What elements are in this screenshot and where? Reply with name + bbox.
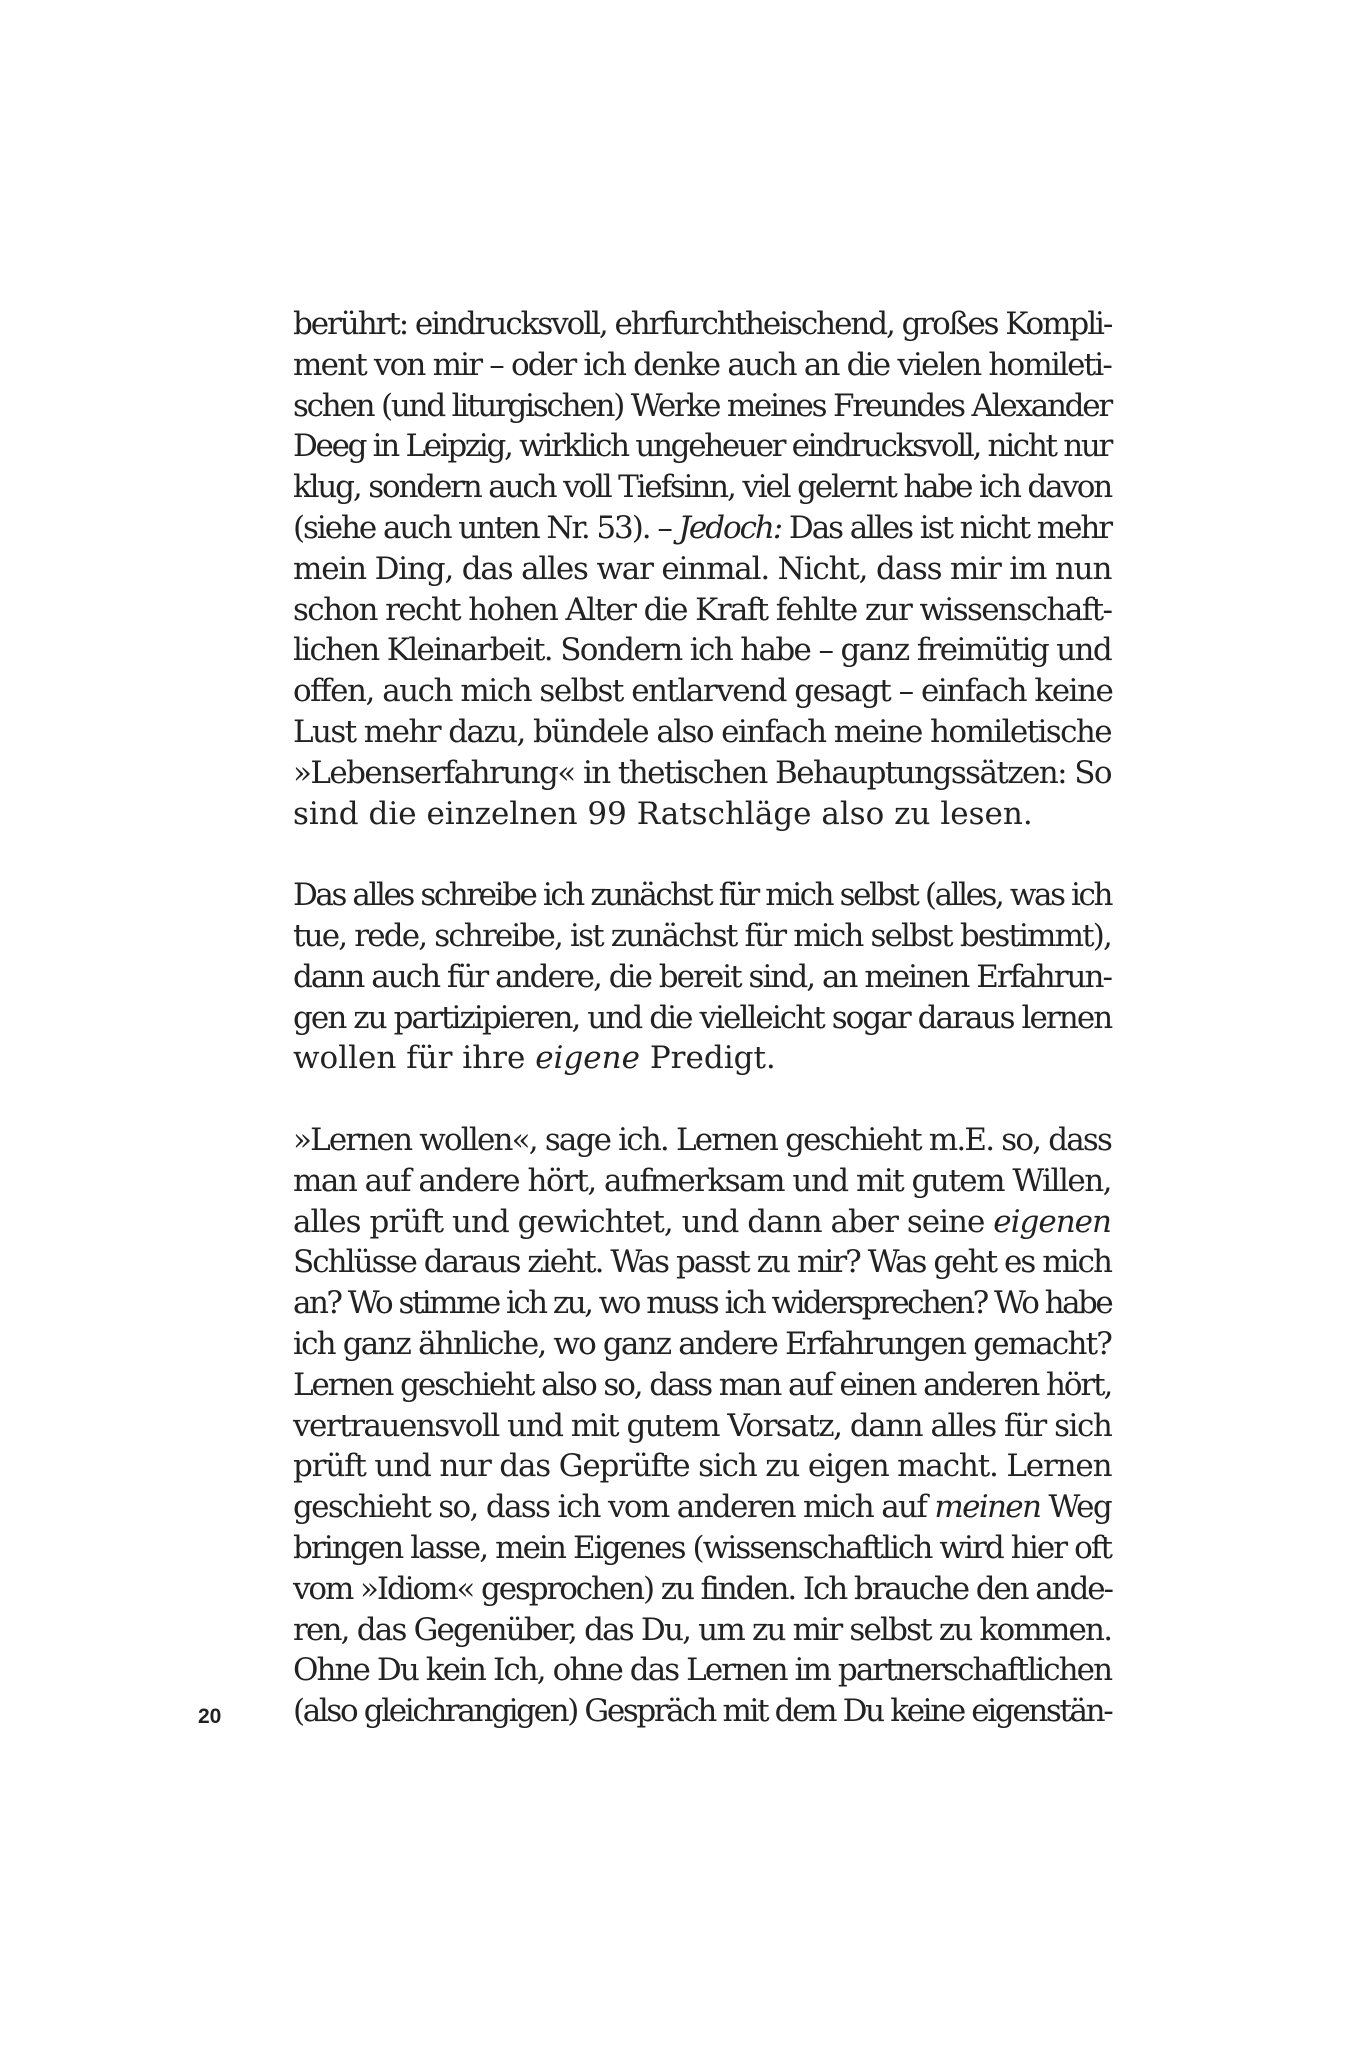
- text-line: vertrauensvoll und mit gutem Vorsatz, dann alles für sich: [293, 1407, 1112, 1444]
- emphasis: eigene: [535, 1040, 640, 1077]
- text-line: Das alles schreibe ich zunächst für mich selbst (alles, was ich: [293, 877, 1111, 914]
- text-line: Deeg in Leipzig, wirklich ungeheuer eindrucksvoll, nicht nur: [293, 428, 1111, 465]
- text-line: alles prüft und gewichtet, und dann aber seine eigenen: [293, 1203, 1111, 1240]
- page-number: 20: [198, 1705, 222, 1728]
- text-line: ren, das Gegenüber, das Du, um zu mir selbst zu kommen.: [293, 1611, 1112, 1648]
- text-line: sind die einzelnen 99 Ratschläge also zu lesen.: [293, 795, 1033, 832]
- paragraph-1: [293, 304, 1111, 834]
- text-line: schon recht hohen Alter die Kraft fehlte zur wissenschaft-: [293, 591, 1112, 628]
- paragraph-2: [293, 875, 1111, 1079]
- text-line: prüft und nur das Geprüfte sich zu eigen macht. Lernen: [293, 1448, 1112, 1485]
- text-line: berührt: eindrucksvoll, ehrfurchtheischend, großes Kompli-: [293, 306, 1112, 342]
- text-line: »Lernen wollen«, sage ich. Lernen geschieht m.E. so, dass: [293, 1121, 1112, 1158]
- text-line: schen (und liturgischen) Werke meines Freundes Alexander: [293, 387, 1111, 424]
- text-line: geschieht so, dass ich vom anderen mich auf meinen Weg: [293, 1489, 1111, 1526]
- text-line: dann auch für andere, die bereit sind, an meinen Erfahrun-: [293, 958, 1111, 995]
- text-line: lichen Kleinarbeit. Sondern ich habe – ganz freimütig und: [293, 632, 1112, 669]
- text-line: an? Wo stimme ich zu, wo muss ich widersprechen? Wo habe: [293, 1285, 1112, 1322]
- text-line: wollen für ihre eigene Predigt.: [293, 1040, 776, 1077]
- text-line: »Lebenserfahrung« in thetischen Behauptungssätzen: So: [293, 754, 1111, 791]
- text-line: (also gleichrangigen) Gespräch mit dem Du keine eigenstän-: [293, 1693, 1112, 1730]
- text-line: offen, auch mich selbst entlarvend gesagt – einfach keine: [293, 673, 1113, 710]
- text-line: Lernen geschieht also so, dass man auf einen anderen hört,: [293, 1366, 1112, 1403]
- text-line: gen zu partizipieren, und die vielleicht sogar daraus lernen: [293, 999, 1112, 1036]
- emphasis: eigenen: [993, 1203, 1111, 1240]
- text-line: bringen lasse, mein Eigenes (wissenschaftlich wird hier oft: [293, 1529, 1111, 1566]
- text-line: ich ganz ähnliche, wo ganz andere Erfahrungen gemacht?: [293, 1325, 1112, 1362]
- emphasis: meinen: [934, 1489, 1041, 1526]
- text-line: vom »Idiom« gesprochen) zu finden. Ich brauche den ande-: [293, 1570, 1112, 1607]
- text-line: Ohne Du kein Ich, ohne das Lernen im partnerschaftlichen: [293, 1652, 1112, 1689]
- text-line: Lust mehr dazu, bündele also einfach meine homiletische: [293, 713, 1111, 750]
- text-line: man auf andere hört, aufmerksam und mit gutem Willen,: [293, 1162, 1112, 1199]
- text-line: tue, rede, schreibe, ist zunächst für mich selbst bestimmt),: [293, 917, 1111, 954]
- text-line: klug, sondern auch voll Tiefsinn, viel gelernt habe ich davon: [293, 469, 1112, 506]
- text-line: mein Ding, das alles war einmal. Nicht, dass mir im nun: [293, 550, 1112, 587]
- paragraph-3: [293, 1120, 1111, 1732]
- text-line: ment von mir – oder ich denke auch an die vielen homileti-: [293, 346, 1111, 383]
- text-line: (siehe auch unten Nr. 53). – Jedoch: Das alles ist nicht mehr: [293, 509, 1112, 546]
- emphasis: Jedoch:: [678, 509, 782, 546]
- text-line: Schlüsse daraus zieht. Was passt zu mir? Was geht es mich: [293, 1244, 1111, 1281]
- body-text: [293, 304, 1111, 1773]
